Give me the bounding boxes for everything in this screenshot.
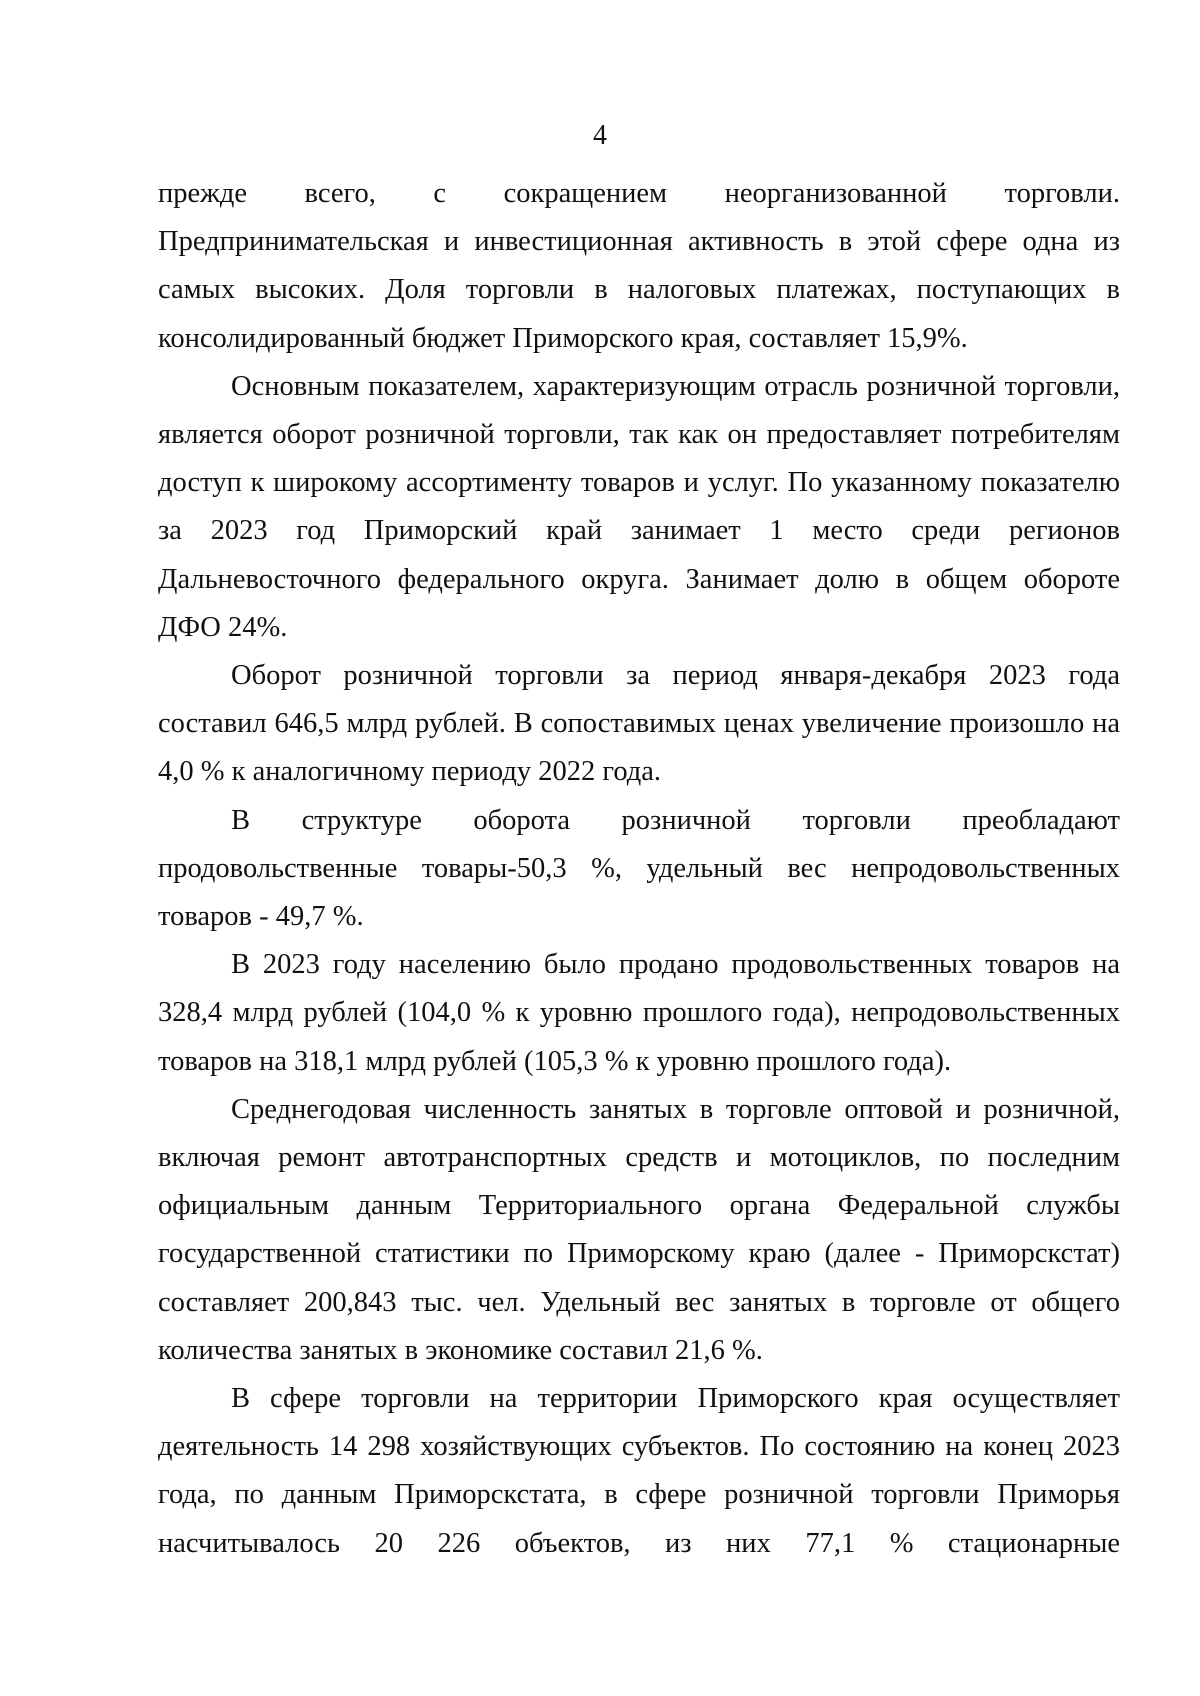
paragraph-business-entities: В сфере торговли на территории Приморского края осуществляет деятельность 14 298 хозяйствующих субъектов. По состоянию на конец 2023 года, по данным Приморскстата, в сфере розничной торговли Приморья насчитывалось 20 226 объектов, из них 77,1 % стационарные <box>158 1383 1120 1559</box>
paragraph-goods-sold: В 2023 году населению было продано продовольственных товаров на 328,4 млрд рублей (104,0 % к уровню прошлого года), непродовольственных товаров на 318,1 млрд рублей (105,3 % к уровню прошлого года). <box>158 949 1120 1077</box>
document-body <box>158 170 1120 1568</box>
paragraph-turnover-structure: В структуре оборота розничной торговли преобладают продовольственные товары-50,3 %, удельный вес непродовольственных товаров - 49,7 %. <box>158 804 1120 933</box>
paragraph-employment: Среднегодовая численность занятых в торговле оптовой и розничной, включая ремонт автотранспортных средств и мотоциклов, по последним официальным данным Территориального органа Федеральной службы государственной статистики по Приморскому краю (далее - Приморскстат) составляет 200,843 тыс. чел. Удельный вес занятых в торговле от общего количества занятых в экономике составил 21,6 %. <box>158 1093 1120 1366</box>
page-number: 4 <box>593 120 607 151</box>
paragraph-retail-turnover-indicator: Основным показателем, характеризующим отрасль розничной торговли, является оборот розничной торговли, так как он предоставляет потребителям доступ к широкому ассортименту товаров и услуг. По указанному показателю за 2023 год Приморский край занимает 1 место среди регионов Дальневосточного федерального округа. Занимает долю в общем обороте ДФО 24%. <box>158 370 1120 643</box>
paragraph-turnover-2023: Оборот розничной торговли за период января-декабря 2023 года составил 646,5 млрд рублей. В сопоставимых ценах увеличение произошло на 4,0 % к аналогичному периоду 2022 года. <box>158 660 1120 788</box>
paragraph-continuation: прежде всего, с сокращением неорганизованной торговли. Предпринимательская и инвестиционная активность в этой сфере одна из самых высоких. Доля торговли в налоговых платежах, поступающих в консолидированный бюджет Приморского края, составляет 15,9%. <box>158 178 1120 354</box>
